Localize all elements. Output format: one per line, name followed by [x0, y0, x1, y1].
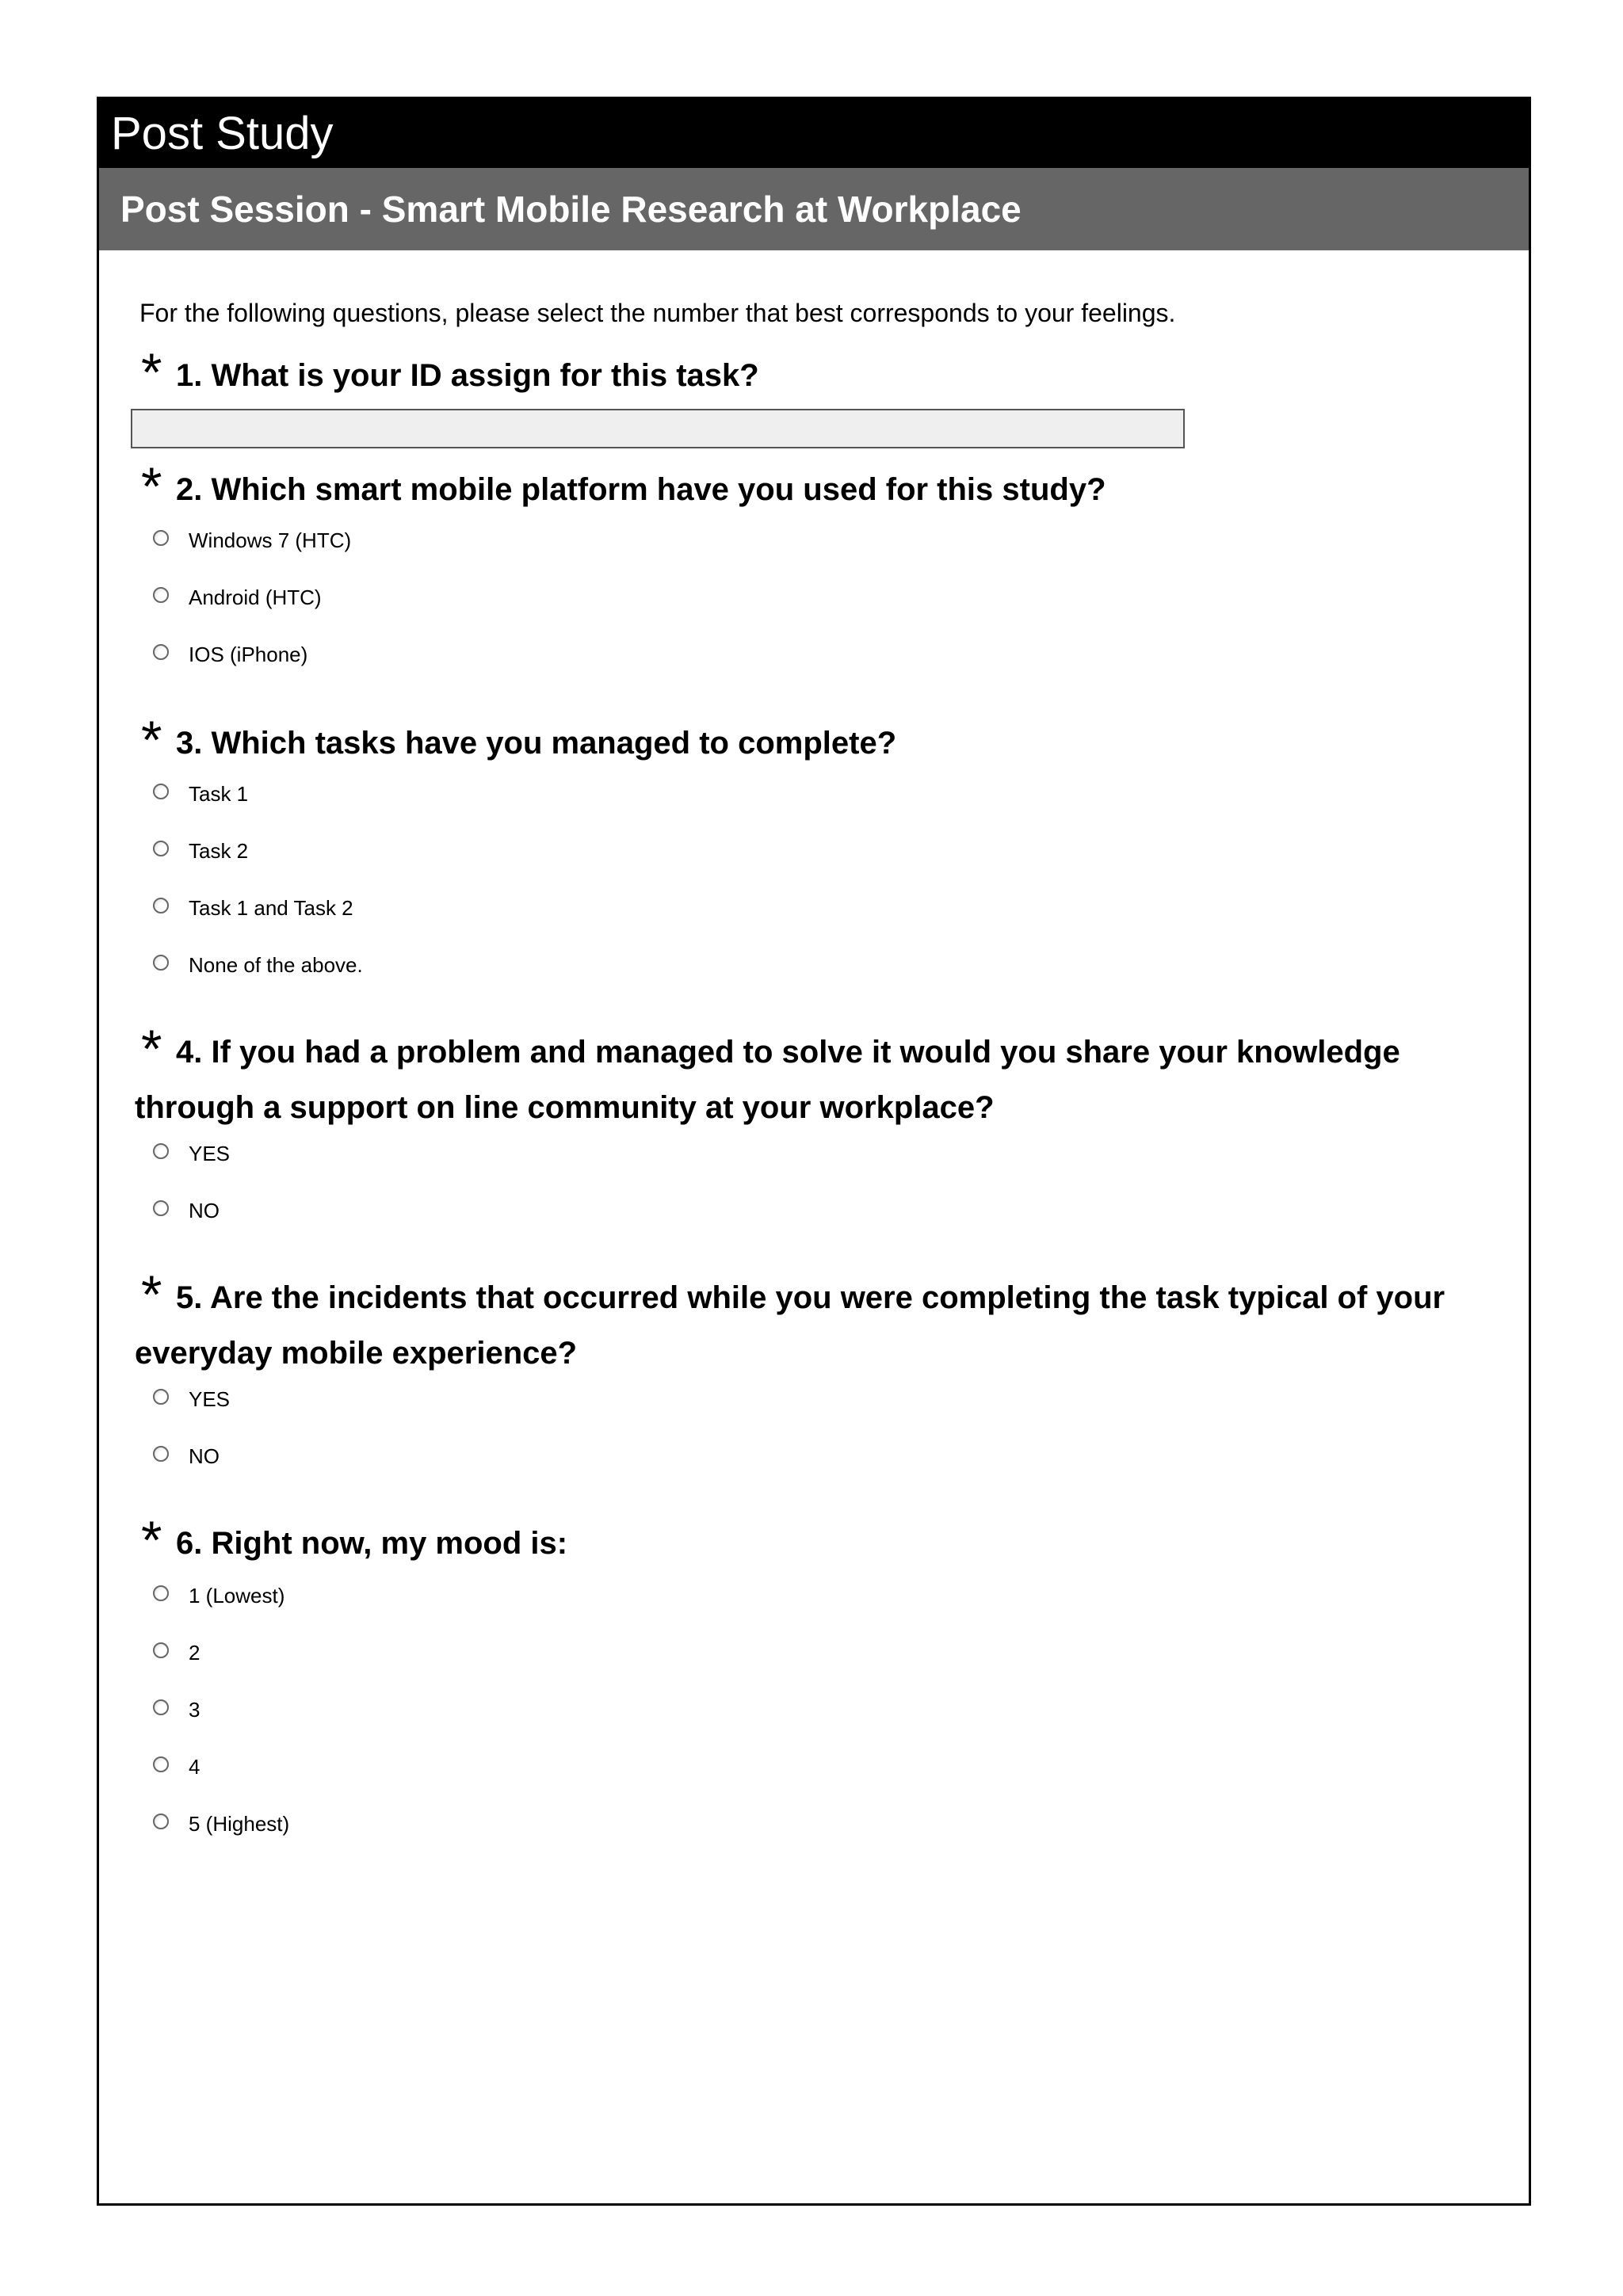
radio-option[interactable] [153, 1440, 220, 1472]
question-5-label: 5. Are the incidents that occurred while you were completing the task typical of your everyday mobile experience? [135, 1280, 1445, 1371]
option-label: YES [189, 1142, 231, 1165]
option-label: 5 (Highest) [189, 1812, 290, 1836]
radio-button[interactable] [153, 955, 169, 971]
option-label: IOS (iPhone) [189, 643, 308, 666]
radio-option[interactable] [153, 949, 363, 981]
option-label: 2 [189, 1641, 200, 1665]
required-asterisk: * [141, 1264, 162, 1325]
radio-button[interactable] [153, 1200, 169, 1216]
section-title: Post Session - Smart Mobile Research at Workplace [99, 168, 1529, 250]
id-input-field[interactable] [131, 409, 1185, 448]
question-3-label: 3. Which tasks have you managed to complete? [176, 726, 897, 761]
option-label: 4 [189, 1755, 200, 1779]
radio-button[interactable] [153, 644, 169, 660]
radio-button[interactable] [153, 1389, 169, 1405]
radio-option[interactable] [153, 1195, 220, 1226]
radio-option[interactable] [153, 1751, 200, 1783]
question-3 [135, 710, 1498, 774]
question-4 [135, 1019, 1498, 1133]
option-label: 1 (Lowest) [189, 1584, 285, 1608]
required-asterisk: * [141, 1510, 162, 1570]
radio-button[interactable] [153, 1143, 169, 1159]
required-asterisk: * [141, 342, 162, 402]
radio-option[interactable] [153, 1637, 200, 1669]
radio-option[interactable] [153, 892, 353, 924]
option-label: NO [189, 1444, 220, 1468]
option-label: YES [189, 1387, 231, 1411]
radio-button[interactable] [153, 1699, 169, 1715]
option-label: Task 1 [189, 782, 249, 806]
radio-option[interactable] [153, 778, 248, 810]
radio-option[interactable] [153, 1580, 285, 1611]
question-2 [135, 456, 1498, 521]
radio-option[interactable] [153, 1694, 200, 1726]
option-label: Task 1 and Task 2 [189, 896, 353, 920]
radio-button[interactable] [153, 587, 169, 603]
radio-option[interactable] [153, 639, 307, 670]
radio-button[interactable] [153, 530, 169, 546]
radio-button[interactable] [153, 784, 169, 799]
radio-option[interactable] [153, 1138, 230, 1169]
radio-option[interactable] [153, 1808, 289, 1840]
radio-button[interactable] [153, 898, 169, 913]
radio-button[interactable] [153, 841, 169, 856]
intro-text: For the following questions, please select the number that best corresponds to your feelings. [139, 299, 1176, 327]
question-1 [135, 342, 1498, 406]
option-label: Android (HTC) [189, 585, 322, 609]
radio-option[interactable] [153, 582, 322, 613]
required-asterisk: * [141, 710, 162, 770]
option-label: Task 2 [189, 839, 249, 863]
radio-option[interactable] [153, 524, 351, 556]
radio-option[interactable] [153, 1383, 230, 1415]
option-label: 3 [189, 1698, 200, 1722]
radio-button[interactable] [153, 1446, 169, 1462]
required-asterisk: * [141, 1019, 162, 1079]
radio-option[interactable] [153, 835, 248, 867]
radio-button[interactable] [153, 1814, 169, 1829]
option-label: None of the above. [189, 953, 363, 977]
question-2-label: 2. Which smart mobile platform have you used for this study? [176, 472, 1106, 507]
page-title: Post Study [99, 99, 1529, 168]
radio-button[interactable] [153, 1756, 169, 1772]
question-5 [135, 1264, 1498, 1379]
question-1-label: 1. What is your ID assign for this task? [176, 358, 759, 393]
question-4-label: 4. If you had a problem and managed to solve it would you share your knowledge through a support on line community at your workplace? [135, 1035, 1400, 1125]
radio-button[interactable] [153, 1642, 169, 1658]
question-6-label: 6. Right now, my mood is: [176, 1526, 568, 1561]
survey-page-frame [97, 97, 1531, 2206]
option-label: NO [189, 1199, 220, 1222]
question-6 [135, 1510, 1498, 1574]
option-label: Windows 7 (HTC) [189, 528, 352, 552]
radio-button[interactable] [153, 1585, 169, 1601]
required-asterisk: * [141, 456, 162, 517]
